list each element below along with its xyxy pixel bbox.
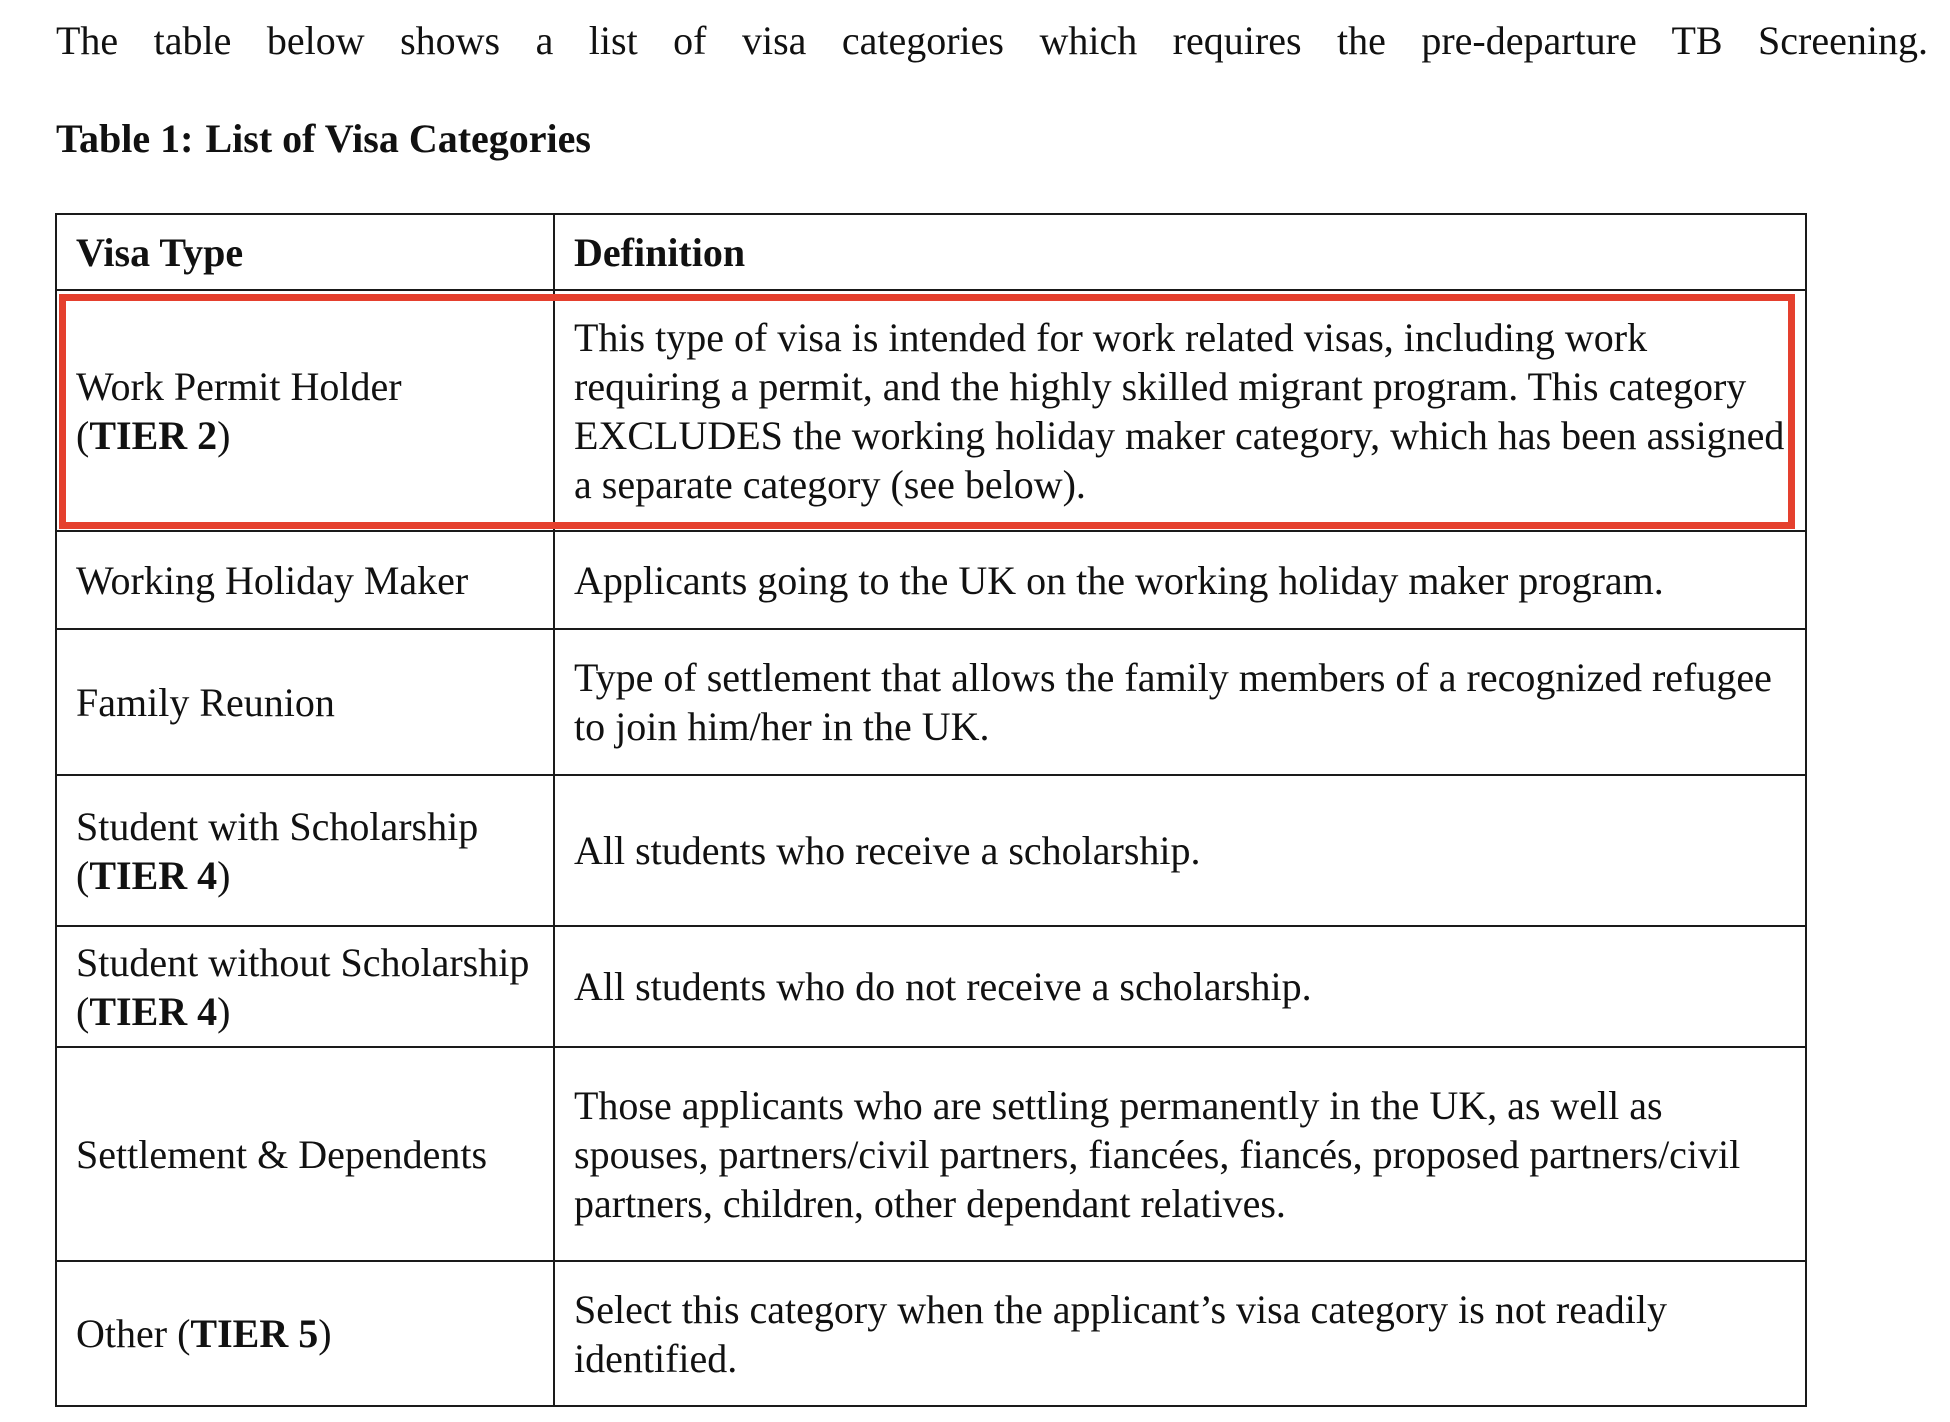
definition-cell: Those applicants who are settling permanently in the UK, as well as spouses, partners/civil partners, fiancées, fiancés, proposed partners/civil partners, children, other dependant relatives. bbox=[554, 1047, 1806, 1261]
table-row-student-without-scholarship bbox=[56, 926, 1806, 1047]
definition-cell: Type of settlement that allows the family members of a recognized refugee to join him/her in the UK. bbox=[554, 629, 1806, 775]
table-row-work-permit-holder bbox=[56, 290, 1806, 531]
definition-cell: All students who do not receive a scholarship. bbox=[554, 926, 1806, 1047]
visa-type-cell: Student without Scholarship (TIER 4) bbox=[56, 926, 554, 1047]
header-definition: Definition bbox=[554, 214, 1806, 290]
definition-cell: All students who receive a scholarship. bbox=[554, 775, 1806, 926]
visa-type-cell: Work Permit Holder (TIER 2) bbox=[56, 290, 554, 531]
visa-type-cell: Other (TIER 5) bbox=[56, 1261, 554, 1406]
visa-type-name: Other bbox=[76, 1311, 168, 1356]
visa-type-cell: Student with Scholarship (TIER 4) bbox=[56, 775, 554, 926]
visa-type-name: Student without Scholarship bbox=[76, 939, 530, 985]
visa-type-name: Settlement & Dependents bbox=[76, 1131, 488, 1177]
visa-type-name: Working Holiday Maker bbox=[76, 557, 469, 603]
table-caption bbox=[56, 108, 591, 170]
table-caption-number: Table 1: bbox=[56, 116, 194, 161]
definition-cell: Select this category when the applicant’s visa category is not readily identified. bbox=[554, 1261, 1806, 1406]
header-visa-type: Visa Type bbox=[56, 214, 554, 290]
definition-cell: Applicants going to the UK on the working holiday maker program. bbox=[554, 531, 1806, 629]
table-row-student-with-scholarship bbox=[56, 775, 1806, 926]
visa-type-cell bbox=[56, 531, 554, 629]
intro-paragraph: The table below shows a list of visa categories which requires the pre-departure TB Screening. bbox=[56, 18, 1928, 63]
visa-tier: TIER 4 bbox=[89, 988, 218, 1034]
visa-type-cell bbox=[56, 629, 554, 775]
visa-categories-table bbox=[55, 213, 1807, 1407]
table-header-row bbox=[56, 214, 1806, 290]
visa-type-name: Family Reunion bbox=[76, 679, 335, 725]
visa-type-cell bbox=[56, 1047, 554, 1261]
visa-tier: TIER 4 bbox=[89, 852, 218, 898]
visa-tier: TIER 2 bbox=[89, 412, 218, 458]
definition-cell: This type of visa is intended for work related visas, including work requiring a permit, and the highly skilled migrant program. This category EXCLUDES the working holiday maker category, which has been assigned a separate category (see below). bbox=[554, 290, 1806, 531]
table-row-other bbox=[56, 1261, 1806, 1406]
visa-type-name: Work Permit Holder bbox=[76, 363, 402, 409]
table-row-working-holiday-maker bbox=[56, 531, 1806, 629]
visa-type-name: Student with Scholarship bbox=[76, 803, 479, 849]
table-row-settlement-dependents bbox=[56, 1047, 1806, 1261]
table-caption-title: List of Visa Categories bbox=[205, 116, 591, 161]
visa-tier: TIER 5 bbox=[190, 1311, 319, 1356]
table-row-family-reunion bbox=[56, 629, 1806, 775]
